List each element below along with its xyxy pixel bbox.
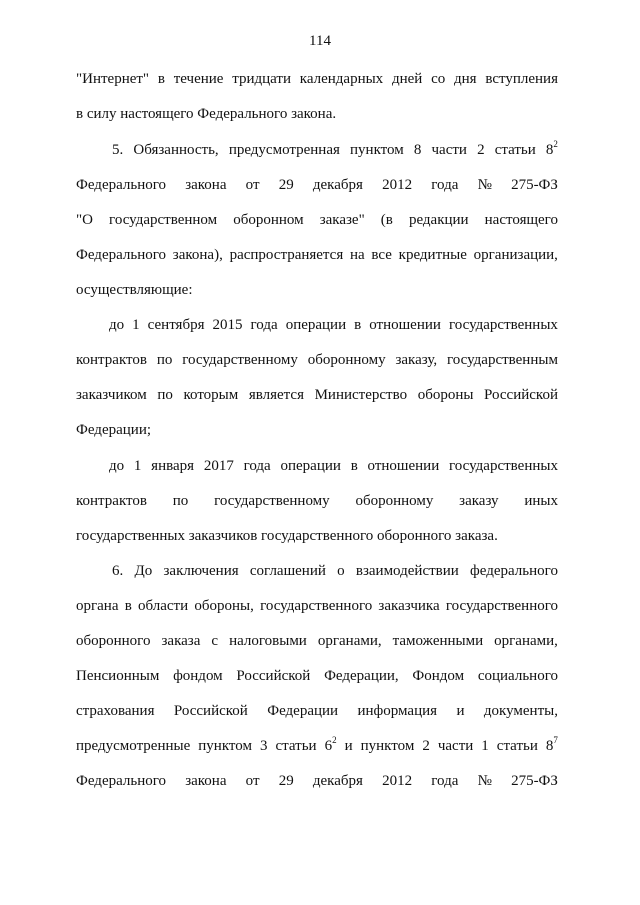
text-line: [76, 597, 558, 615]
word: Российской: [173, 703, 248, 719]
word: государственного: [260, 598, 373, 614]
word: по: [156, 352, 173, 368]
word: заказу: [459, 493, 499, 509]
word: с: [211, 633, 219, 649]
word: фондом: [173, 668, 223, 684]
word: 1: [481, 738, 489, 754]
word: которым: [183, 387, 239, 403]
word: части: [431, 142, 467, 158]
word: в: [124, 598, 132, 614]
word: является: [248, 387, 304, 403]
word: со: [431, 71, 446, 87]
word: настоящего: [484, 212, 558, 228]
word: заказе": [319, 212, 365, 228]
word: органами,: [317, 633, 382, 649]
word: пунктом: [350, 142, 404, 158]
word: пунктом: [360, 738, 415, 754]
word: $8^2$: [545, 139, 558, 158]
text-line: Федерации;: [76, 422, 152, 438]
word: №: [477, 773, 492, 789]
word: тридцати: [232, 71, 291, 87]
word: государственным: [446, 352, 558, 368]
text-line: [109, 457, 558, 475]
word: 1: [132, 317, 140, 333]
word: оборонном: [233, 212, 304, 228]
word: все: [371, 247, 392, 263]
word: №: [477, 177, 492, 193]
word: государственного: [445, 598, 558, 614]
word: вступления: [485, 71, 558, 87]
text-line: государственных заказчиков государственного оборонного заказа.: [76, 528, 498, 544]
word: на: [349, 247, 365, 263]
word: Министерство: [314, 387, 408, 403]
word: государственном: [109, 212, 218, 228]
word: таможенными: [392, 633, 484, 649]
word: календарных: [299, 71, 384, 87]
word: социального: [477, 668, 558, 684]
word: года: [243, 458, 271, 474]
text-line: [76, 211, 558, 229]
text-line: [76, 667, 558, 685]
word: года: [431, 773, 459, 789]
word: закона),: [172, 247, 223, 263]
word: 3: [259, 738, 268, 754]
word: федерального: [470, 563, 558, 579]
word: $6^2$: [324, 735, 337, 754]
word: заказчиком: [76, 387, 147, 403]
word: документы,: [483, 703, 558, 719]
word: и: [456, 703, 465, 719]
word: 2: [422, 738, 430, 754]
word: от: [245, 773, 260, 789]
text-line: [76, 70, 558, 88]
word: отношении: [369, 317, 441, 333]
word: декабря: [312, 177, 363, 193]
word: в: [354, 317, 362, 333]
word: 5.: [112, 142, 124, 158]
word: государственных: [449, 458, 558, 474]
word: "Интернет": [76, 71, 150, 87]
word: 2017: [203, 458, 234, 474]
word: государственных: [448, 317, 558, 333]
text-line: [109, 316, 558, 334]
word: статьи: [494, 142, 536, 158]
word: января: [151, 458, 195, 474]
word: Фондом: [412, 668, 465, 684]
word: операции: [280, 458, 341, 474]
word: Федерации: [267, 703, 339, 719]
text-line: [112, 562, 558, 580]
word: 275-ФЗ: [511, 177, 558, 193]
word: течение: [173, 71, 224, 87]
word: соглашений: [249, 563, 326, 579]
word: до: [109, 458, 125, 474]
word: Федерального: [76, 773, 167, 789]
word: в: [350, 458, 358, 474]
word: страхования: [76, 703, 155, 719]
word: года: [431, 177, 459, 193]
word: взаимодействии: [355, 563, 459, 579]
word: области: [138, 598, 189, 614]
word: государственному: [214, 493, 330, 509]
word: статьи: [496, 738, 538, 754]
text-line: осуществляющие:: [76, 282, 193, 298]
word: года: [250, 317, 278, 333]
word: информация: [357, 703, 438, 719]
word: государственному: [182, 352, 298, 368]
text-line: [76, 772, 558, 790]
text-line: [76, 176, 558, 194]
word: закона: [185, 177, 227, 193]
word: дня: [454, 71, 477, 87]
word: органа: [76, 598, 119, 614]
word: 6.: [112, 563, 124, 579]
word: заказа: [161, 633, 201, 649]
word: Федерального: [76, 247, 167, 263]
word: Российской: [236, 668, 311, 684]
word: редакции: [408, 212, 469, 228]
word: До: [134, 563, 153, 579]
word: предусмотренные: [76, 738, 191, 754]
word: предусмотренная: [228, 142, 340, 158]
word: о: [337, 563, 345, 579]
word: Федерации,: [324, 668, 399, 684]
word: заказу,: [395, 352, 438, 368]
word: 29: [278, 177, 294, 193]
word: по: [157, 387, 173, 403]
text-line: [76, 702, 558, 720]
word: 2015: [212, 317, 243, 333]
word: 2: [477, 142, 485, 158]
word: сентября: [147, 317, 205, 333]
word: Федерального: [76, 177, 167, 193]
word: Российской: [484, 387, 558, 403]
text-line: [76, 492, 558, 510]
word: 8: [413, 142, 422, 158]
word: налоговыми: [229, 633, 307, 649]
word: закона: [185, 773, 227, 789]
word: Пенсионным: [76, 668, 160, 684]
word: 275-ФЗ: [511, 773, 558, 789]
word: в: [157, 71, 165, 87]
word: "О: [76, 212, 93, 228]
text-line: в силу настоящего Федерального закона.: [76, 106, 337, 122]
word: заказчика: [378, 598, 440, 614]
word: статьи: [275, 738, 317, 754]
text-line: [76, 632, 558, 650]
text-line: [76, 246, 558, 264]
word: контрактов: [76, 493, 147, 509]
word: распространяется: [229, 247, 344, 263]
word: органами,: [494, 633, 558, 649]
word: заключения: [163, 563, 239, 579]
word: (в: [380, 212, 393, 228]
word: от: [245, 177, 260, 193]
word: 1: [133, 458, 142, 474]
word: обороны: [417, 387, 474, 403]
text-line: [76, 351, 558, 369]
text-line: [112, 141, 558, 159]
word: организации,: [473, 247, 558, 263]
word: отношении: [367, 458, 440, 474]
word: кредитные: [398, 247, 467, 263]
word: 2012: [382, 177, 413, 193]
word: 29: [278, 773, 294, 789]
word: $8^7$: [545, 735, 558, 754]
page-number: 114: [309, 33, 331, 49]
word: пунктом: [198, 738, 252, 754]
superscript: 2: [553, 139, 558, 149]
word: операции: [285, 317, 347, 333]
word: части: [437, 738, 474, 754]
word: оборонного: [76, 633, 151, 649]
text-line: [76, 386, 558, 404]
word: обороны,: [194, 598, 254, 614]
word: и: [344, 738, 353, 754]
word: дней: [391, 71, 423, 87]
word: оборонному: [307, 352, 386, 368]
word: декабря: [312, 773, 363, 789]
word: по: [172, 493, 189, 509]
text-line: [76, 737, 558, 755]
word: Обязанность,: [133, 142, 219, 158]
word: иных: [524, 493, 558, 509]
word: до: [109, 317, 125, 333]
word: оборонному: [355, 493, 434, 509]
word: контрактов: [76, 352, 147, 368]
word: 2012: [382, 773, 413, 789]
